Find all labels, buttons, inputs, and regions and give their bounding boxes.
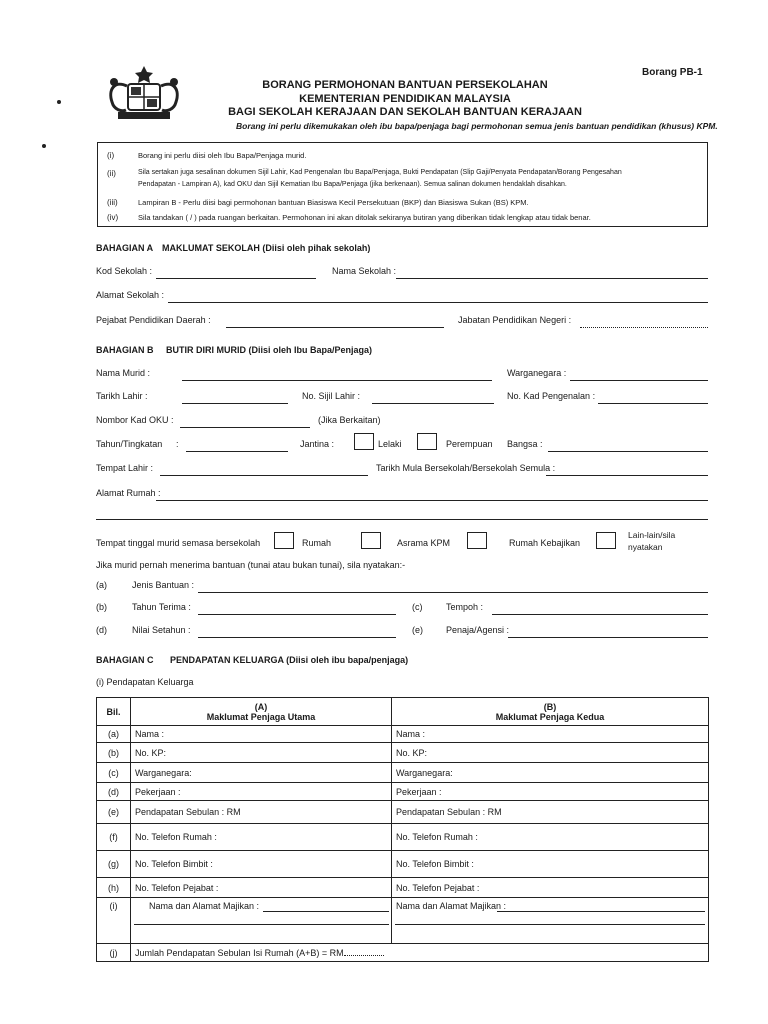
section-a-heading: MAKLUMAT SEKOLAH (Diisi oleh pihak sekolah) (162, 243, 371, 253)
note-num: (iv) (107, 213, 119, 222)
note-num: (i) (107, 151, 115, 160)
row-b-cell[interactable]: No. KP: (392, 743, 709, 763)
row-b-cell[interactable]: No. Telefon Bimbit : (392, 851, 709, 878)
warganegara-label: Warganegara : (507, 368, 567, 378)
note-num: (ii) (107, 169, 116, 178)
section-c-heading: PENDAPATAN KELUARGA (Diisi oleh ibu bapa/penjaga) (170, 655, 409, 665)
lain-lain-label-2: nyatakan (628, 542, 663, 552)
table-row (97, 824, 709, 851)
table-row (97, 878, 709, 898)
employer-line[interactable] (263, 911, 389, 912)
col-bil-header: Bil. (97, 698, 131, 726)
row-a-cell[interactable]: Pekerjaan : (131, 783, 392, 801)
jpn-field[interactable] (580, 327, 708, 328)
table-row (97, 851, 709, 878)
title-line-3: BAGI SEKOLAH KERAJAAN DAN SEKOLAH BANTUAN KERAJAAN (228, 106, 582, 118)
kad-pengenalan-field[interactable] (598, 403, 708, 404)
tahun-tingkatan-label: Tahun/Tingkatan (96, 439, 163, 449)
scan-speck (42, 144, 46, 148)
note-text: Sila tandakan ( / ) pada ruangan berkaitan. Permohonan ini akan ditolak sekiranya butiran yang diberikan tidak lengkap atau tidak benar. (138, 213, 591, 222)
section-b-title: BAHAGIAN B (96, 345, 154, 355)
alamat-sekolah-label: Alamat Sekolah : (96, 290, 165, 300)
row-a-cell[interactable]: No. Telefon Bimbit : (131, 851, 392, 878)
employer-line[interactable] (134, 924, 389, 925)
employer-line[interactable] (497, 911, 705, 912)
table-total-row (97, 944, 709, 962)
rumah-kebajikan-label: Rumah Kebajikan (509, 538, 581, 548)
government-crest-logo (100, 64, 188, 122)
pendapatan-keluarga-subheading: (i) Pendapatan Keluarga (96, 677, 194, 687)
section-a-title: BAHAGIAN A (96, 243, 154, 253)
row-b-cell[interactable]: No. Telefon Pejabat : (392, 878, 709, 898)
rumah-checkbox[interactable] (274, 532, 294, 549)
asrama-label: Asrama KPM (397, 538, 451, 548)
note-num: (iii) (107, 198, 118, 207)
rumah-kebajikan-checkbox[interactable] (467, 532, 487, 549)
title-subtitle: Borang ini perlu dikemukakan oleh ibu bapa/penjaga bagi permohonan semua jenis bantuan pendidikan (khusus) KPM. (236, 121, 718, 131)
note-text: Lampiran B - Perlu diisi bagi permohonan bantuan Biasiswa Kecil Persekutuan (BKP) dan Biasiswa Sukan (BS) KPM. (138, 198, 529, 207)
row-b-cell[interactable]: Pekerjaan : (392, 783, 709, 801)
tempat-tinggal-label: Tempat tinggal murid semasa bersekolah (96, 538, 261, 548)
col-b-header (392, 698, 709, 726)
row-b-cell[interactable]: Warganegara: (392, 763, 709, 783)
row-a-cell[interactable]: No. Telefon Rumah : (131, 824, 392, 851)
rumah-label: Rumah (302, 538, 332, 548)
row-b-cell[interactable]: Pendapatan Sebulan : RM (392, 801, 709, 824)
row-b-cell[interactable]: Nama : (392, 726, 709, 743)
tarikh-mula-field[interactable] (546, 475, 708, 476)
row-num: (b) (97, 743, 131, 763)
lain-lain-label-1: Lain-lain/sila (628, 530, 676, 540)
income-table (96, 697, 709, 962)
table-row (97, 743, 709, 763)
total-income-dots (344, 947, 384, 956)
row-num: (g) (97, 851, 131, 878)
table-row (97, 801, 709, 824)
section-b-heading: BUTIR DIRI MURID (Diisi oleh Ibu Bapa/Penjaga) (166, 345, 373, 355)
jika-berkaitan-note: (Jika Berkaitan) (318, 415, 381, 425)
row-num: (h) (97, 878, 131, 898)
note-text: Pendapatan - Lampiran A), kad OKU dan Sijil Kematian Ibu Bapa/Penjaga (jika berkenaan). Semua salinan dokumen hendaklah disahkan. (138, 181, 567, 188)
table-row (97, 898, 709, 944)
sijil-lahir-label: No. Sijil Lahir : (302, 391, 361, 401)
row-num: (a) (97, 726, 131, 743)
kad-pengenalan-label: No. Kad Pengenalan : (507, 391, 596, 401)
item-num: (b) (96, 602, 107, 612)
nama-sekolah-field[interactable] (396, 278, 708, 279)
lelaki-checkbox[interactable] (354, 433, 374, 450)
alamat-rumah-label: Alamat Rumah : (96, 488, 161, 498)
kod-sekolah-field[interactable] (156, 278, 316, 279)
col-a-letter: (A) (254, 701, 268, 712)
total-income-cell[interactable] (131, 944, 709, 962)
note-text: Borang ini perlu diisi oleh Ibu Bapa/Penjaga murid. (138, 151, 307, 160)
tahun-colon: : (176, 439, 179, 449)
lelaki-label: Lelaki (378, 439, 402, 449)
jantina-label: Jantina : (300, 439, 335, 449)
title-line-2: KEMENTERIAN PENDIDIKAN MALAYSIA (299, 93, 511, 105)
asrama-checkbox[interactable] (361, 532, 381, 549)
row-a-cell[interactable]: Nama dan Alamat Majikan : (131, 898, 392, 944)
ppd-label: Pejabat Pendidikan Daerah : (96, 315, 211, 325)
col-a-title: Maklumat Penjaga Utama (206, 711, 316, 722)
title-line-1: BORANG PERMOHONAN BANTUAN PERSEKOLAHAN (262, 79, 548, 91)
tempoh-field[interactable] (492, 614, 708, 615)
item-num: (d) (96, 625, 107, 635)
kod-sekolah-label: Kod Sekolah : (96, 266, 153, 276)
nama-murid-label: Nama Murid : (96, 368, 151, 378)
item-num: (c) (412, 602, 423, 612)
note-text: Sila sertakan juga sesalinan dokumen Sijil Lahir, Kad Pengenalan Ibu Bapa/Penjaga, Bukti Pendapatan (Slip Gaji/Penyata Pendapatan/Borang Pengesahan (138, 169, 622, 176)
kad-oku-field[interactable] (180, 427, 310, 428)
row-num: (i) (97, 898, 131, 944)
total-income-label: Jumlah Pendapatan Sebulan Isi Rumah (A+B) = RM (135, 948, 344, 958)
row-num: (f) (97, 824, 131, 851)
table-header-row (97, 698, 709, 726)
alamat-sekolah-field[interactable] (168, 302, 708, 303)
table-row (97, 726, 709, 743)
col-b-letter: (B) (543, 701, 557, 712)
table-row (97, 783, 709, 801)
alamat-rumah-field-1[interactable] (156, 500, 708, 501)
row-num: (d) (97, 783, 131, 801)
table-row (97, 763, 709, 783)
row-num: (c) (97, 763, 131, 783)
penaja-label: Penaja/Agensi : (446, 625, 510, 635)
row-a-cell[interactable]: Nama : (131, 726, 392, 743)
kad-oku-label: Nombor Kad OKU : (96, 415, 174, 425)
row-b-cell[interactable]: No. Telefon Rumah : (392, 824, 709, 851)
form-code: Borang PB-1 (642, 67, 703, 78)
nilai-setahun-field[interactable] (198, 637, 396, 638)
row-a-cell[interactable]: No. KP: (131, 743, 392, 763)
row-a-cell[interactable]: Pendapatan Sebulan : RM (131, 801, 392, 824)
nama-sekolah-label: Nama Sekolah : (332, 266, 397, 276)
tempat-lahir-label: Tempat Lahir : (96, 463, 154, 473)
row-num: (e) (97, 801, 131, 824)
tempoh-label: Tempoh : (446, 602, 484, 612)
tarikh-lahir-field[interactable] (182, 403, 288, 404)
nilai-setahun-label: Nilai Setahun : (132, 625, 191, 635)
warganegara-field[interactable] (570, 380, 708, 381)
sijil-lahir-field[interactable] (372, 403, 494, 404)
tarikh-mula-label: Tarikh Mula Bersekolah/Bersekolah Semula : (376, 463, 556, 473)
section-c-title: BAHAGIAN C (96, 655, 154, 665)
tahun-terima-field[interactable] (198, 614, 396, 615)
jenis-bantuan-label: Jenis Bantuan : (132, 580, 195, 590)
alamat-rumah-field-2[interactable] (96, 519, 708, 520)
jenis-bantuan-field[interactable] (198, 592, 708, 593)
bangsa-label: Bangsa : (507, 439, 543, 449)
row-num: (j) (97, 944, 131, 962)
lain-lain-checkbox[interactable] (596, 532, 616, 549)
scan-speck (57, 100, 61, 104)
row-a-cell[interactable]: No. Telefon Pejabat : (131, 878, 392, 898)
tahun-tingkatan-field[interactable] (186, 451, 288, 452)
pernah-terima-note: Jika murid pernah menerima bantuan (tunai atau bukan tunai), sila nyatakan:- (96, 560, 406, 570)
row-a-cell[interactable]: Warganegara: (131, 763, 392, 783)
perempuan-checkbox[interactable] (417, 433, 437, 450)
row-b-cell[interactable]: Nama dan Alamat Majikan : (392, 898, 709, 944)
jpn-label: Jabatan Pendidikan Negeri : (458, 315, 572, 325)
item-num: (e) (412, 625, 423, 635)
bangsa-field[interactable] (548, 451, 708, 452)
employer-line[interactable] (395, 924, 705, 925)
tarikh-lahir-label: Tarikh Lahir : (96, 391, 148, 401)
ppd-field[interactable] (226, 327, 444, 328)
tahun-terima-label: Tahun Terima : (132, 602, 191, 612)
col-b-title: Maklumat Penjaga Kedua (495, 711, 605, 722)
nama-murid-field[interactable] (182, 380, 492, 381)
item-num: (a) (96, 580, 107, 590)
col-a-header (131, 698, 392, 726)
penaja-field[interactable] (508, 637, 708, 638)
tempat-lahir-field[interactable] (160, 475, 368, 476)
perempuan-label: Perempuan (446, 439, 493, 449)
